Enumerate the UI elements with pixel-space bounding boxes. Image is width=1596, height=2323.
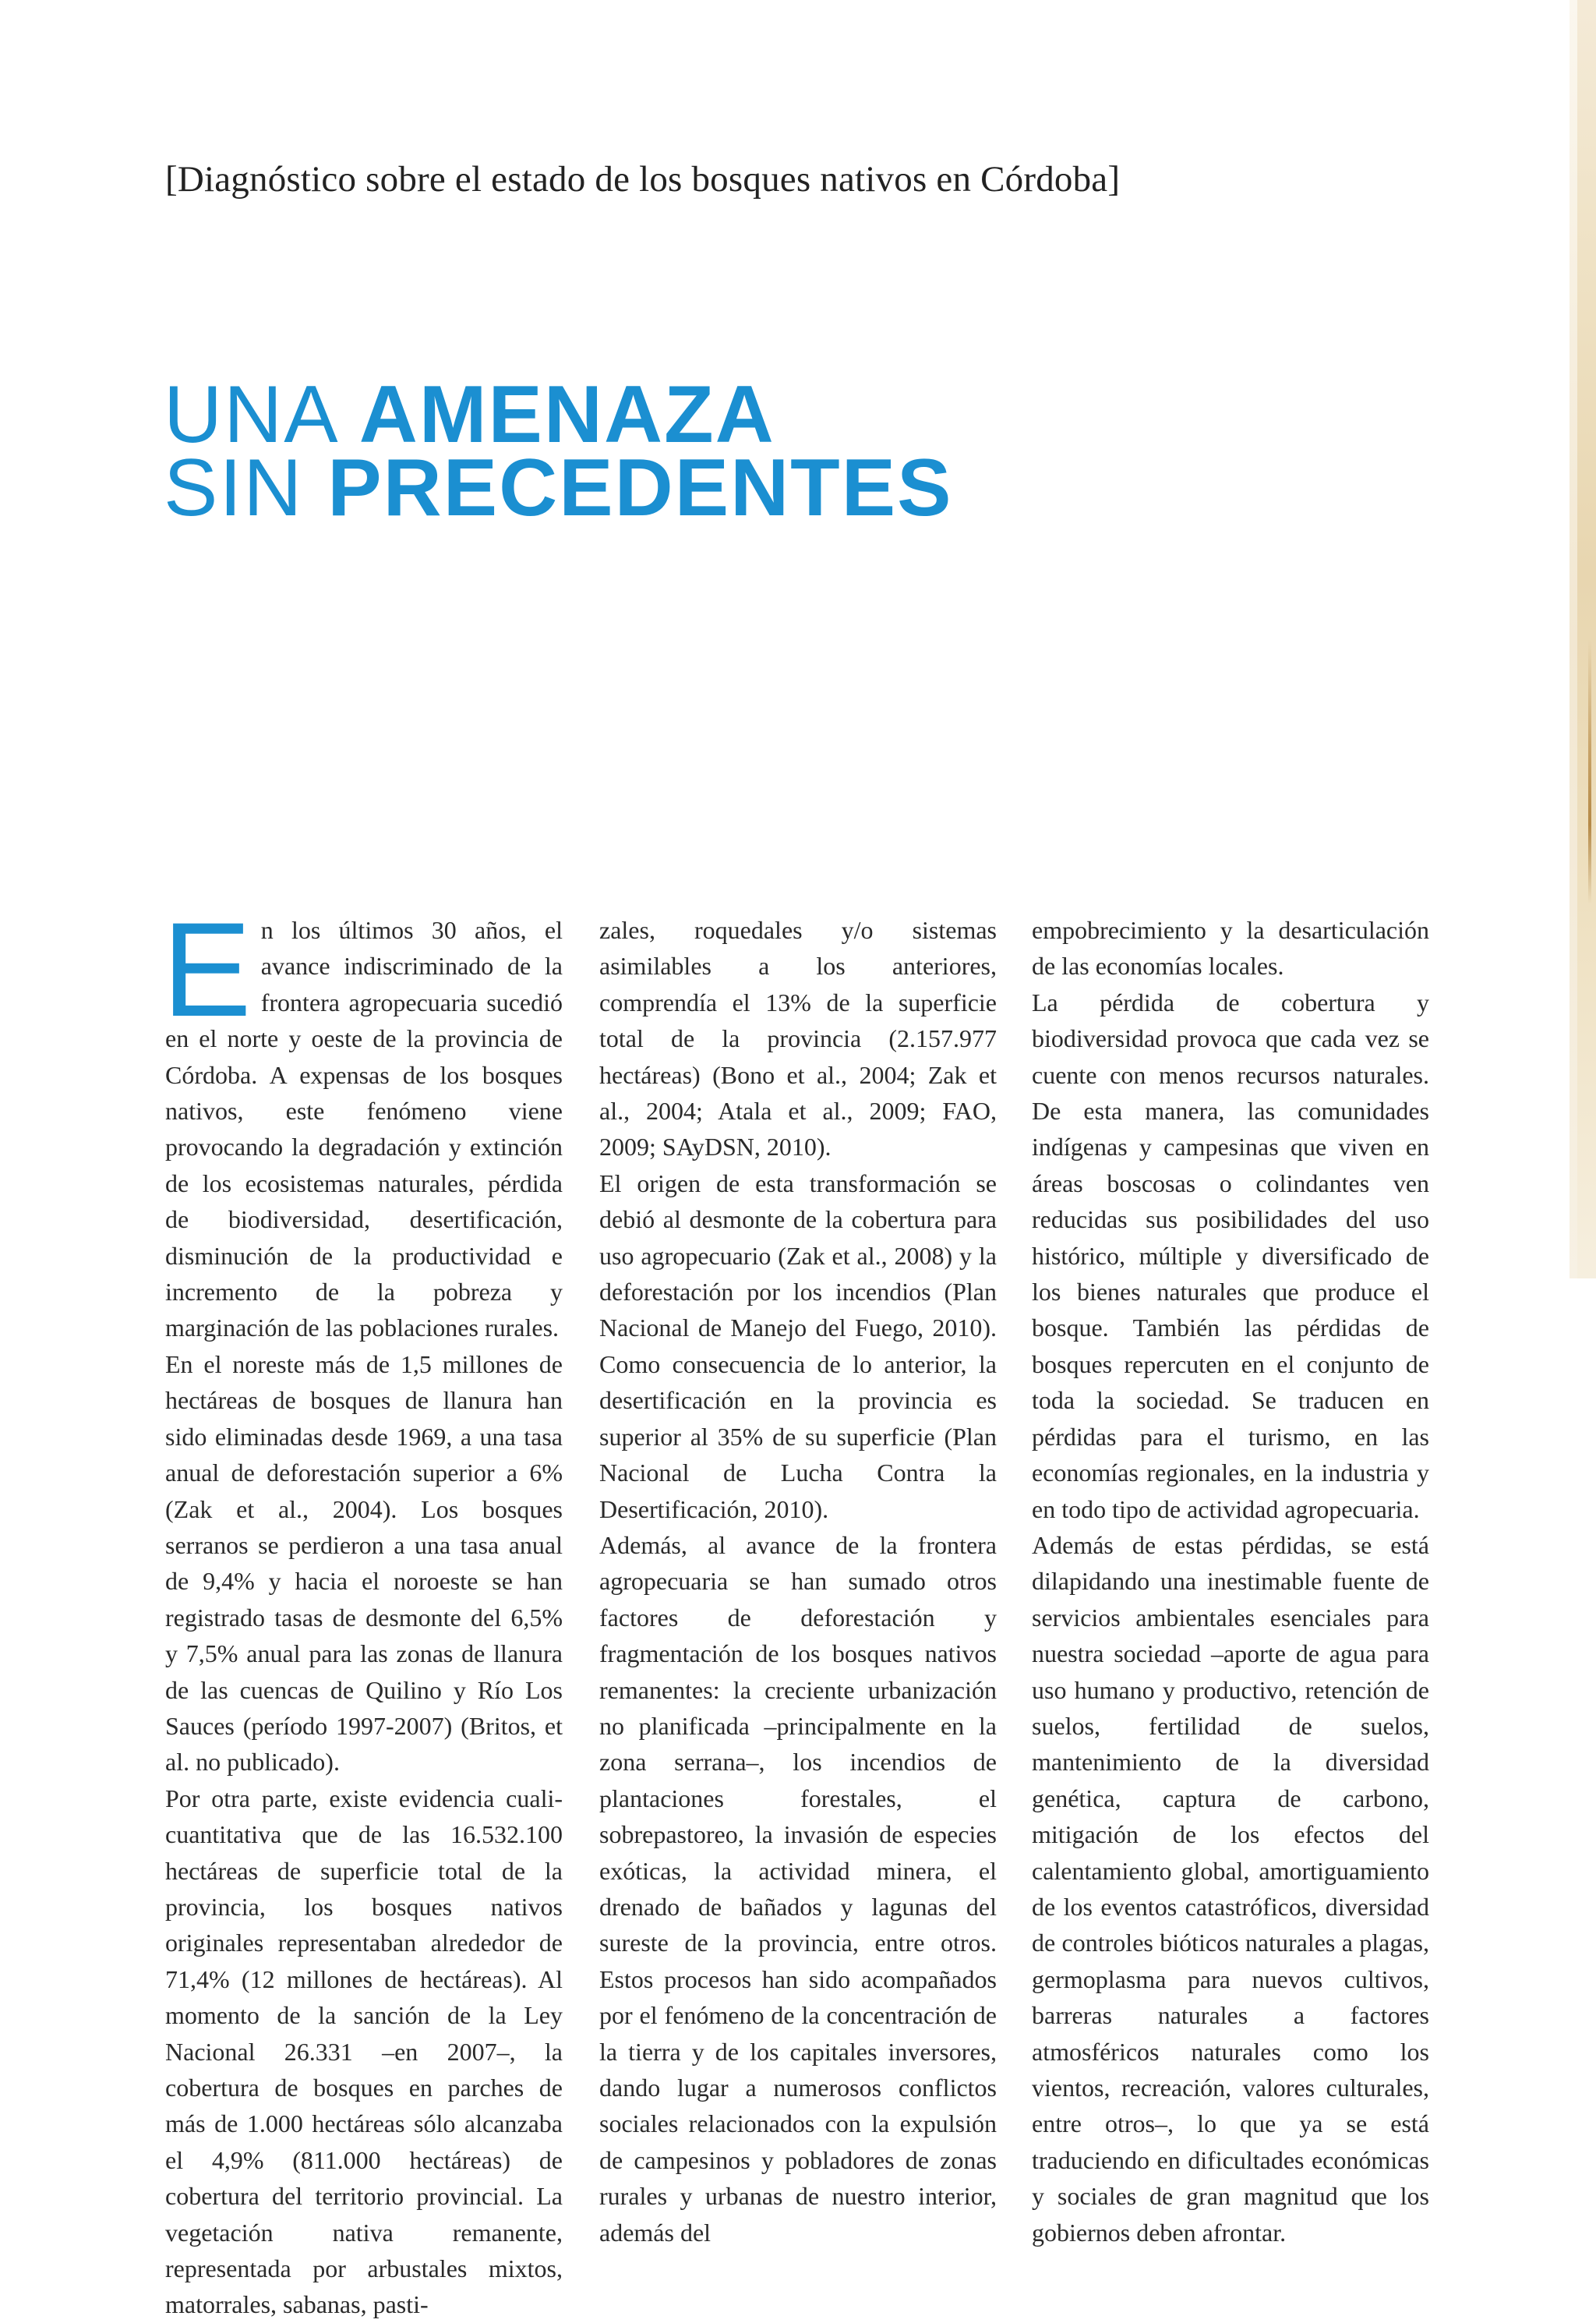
paragraph: Además, al avance de la frontera agropecuaria se han sumado otros factores de deforestación y fragmentación de los bosques nativos remanentes: la creciente urbanización no planificada –principalmente en la zona serrana–, los incendios de plantaciones forestales, el sobrepastoreo, la invasión de especies exóticas, la actividad minera, el drenado de bañados y lagunas del sureste de la provincia, entre otros. Estos procesos han sido acompañados por el fenómeno de la concentración de la tierra y de los capitales inversores, dando lugar a numerosos conflictos sociales relacionados con la expulsión de campesinos y pobladores de zonas rurales y urbanas de nuestro interior, además del bbox=[599, 1530, 997, 2247]
drop-cap: E bbox=[162, 895, 252, 1045]
title-line-1-bold: AMENAZA bbox=[358, 369, 775, 460]
running-head: [Diagnóstico sobre el estado de los bosques nativos en Córdoba] bbox=[165, 159, 1121, 200]
page-edge-photo-strip bbox=[1570, 0, 1596, 1278]
paragraph: Por otra parte, existe evidencia cuali-cuantitativa que de las 16.532.100 hectáreas de superficie total de la provincia, los bosques nativos originales representaban alrededor de 71,4% (12 millones de hectáreas). Al momento de la sanción de la Ley Nacional 26.331 –en 2007–, la cobertura de bosques en parches de más de 1.000 hectáreas sólo alcanzaba el 4,9% (811.000 hectáreas) de cobertura del territorio provincial. La vegetación nativa remanente, representada por arbustales mixtos, matorrales, sabanas, pasti- bbox=[165, 1784, 563, 2319]
text-column-1 bbox=[162, 895, 563, 2323]
text-column-3 bbox=[1032, 912, 1429, 2251]
title-line-1-light: UNA bbox=[164, 369, 335, 460]
paragraph bbox=[162, 895, 563, 1346]
text-column-2 bbox=[599, 912, 997, 2251]
title-line-2 bbox=[164, 443, 953, 533]
page-title bbox=[164, 369, 953, 533]
paragraph: La pérdida de cobertura y biodiversidad provoca que cada vez se cuente con menos recursos naturales. De esta manera, las comunidades indígenas y campesinas que viven en áreas boscosas o colindantes ven reducidas sus posibilidades del uso histórico, múltiple y diversificado de los bienes naturales que produce el bosque. También las pérdidas de bosques repercuten en el conjunto de toda la sociedad. Se traducen en pérdidas para el turismo, en las economías regionales, en la industria y en todo tipo de actividad agropecuaria. bbox=[1032, 988, 1429, 1523]
paragraph: El origen de esta transformación se debió al desmonte de la cobertura para uso agropecuario (Zak et al., 2008) y la deforestación por los incendios (Plan Nacional de Manejo del Fuego, 2010). Como consecuencia de lo anterior, la desertificación en la provincia es superior al 35% de su superficie (Plan Nacional de Lucha Contra la Desertificación, 2010). bbox=[599, 1169, 997, 1523]
title-line-1 bbox=[164, 369, 952, 460]
paragraph: empobrecimiento y la desarticulación de las economías locales. bbox=[1032, 916, 1429, 981]
paragraph-text: n los últimos 30 años, el avance indiscriminado de la frontera agropecuaria sucedió en el norte y oeste de la provincia de Córdoba. A expensas de los bosques nativos, este fenómeno viene provocando la degradación y extinción de los ecosistemas naturales, pérdida de biodiversidad, desertificación, disminución de la productividad e incremento de la pobreza y marginación de las poblaciones rurales. bbox=[165, 916, 563, 1342]
paragraph: Además de estas pérdidas, se está dilapidando una inestimable fuente de servicios ambientales esenciales para nuestra sociedad –aporte de agua para uso humano y productivo, retención de suelos, fertilidad de suelos, mantenimiento de la diversidad genética, captura de carbono, mitigación de los efectos del calentamiento global, amortiguamiento de los eventos catastróficos, diversidad de controles bióticos naturales a plagas, germoplasma para nuevos cultivos, barreras naturales a factores atmosféricos naturales como los vientos, recreación, valores culturales, entre otros–, lo que ya se está traduciendo en dificultades económicas y sociales de gran magnitud que los gobiernos deben afrontar. bbox=[1032, 1530, 1429, 2247]
title-line-2-light: SIN bbox=[164, 443, 304, 533]
title-line-2-bold: PRECEDENTES bbox=[327, 443, 953, 533]
paragraph: zales, roquedales y/o sistemas asimilables a los anteriores, comprendía el 13% de la superficie total de la provincia (2.157.977 hectáreas) (Bono et al., 2004; Zak et al., 2004; Atala et al., 2009; FAO, 2009; SAyDSN, 2010). bbox=[599, 916, 997, 1162]
paragraph: En el noreste más de 1,5 millones de hectáreas de bosques de llanura han sido eliminadas desde 1969, a una tasa anual de deforestación superior a 6% (Zak et al., 2004). Los bosques serranos se perdieron a una tasa anual de 9,4% y hacia el noroeste se han registrado tasas de desmonte del 6,5% y 7,5% anual para las zonas de llanura de las cuencas de Quilino y Río Los Sauces (período 1997-2007) (Britos, et al. no publicado). bbox=[165, 1349, 563, 1777]
